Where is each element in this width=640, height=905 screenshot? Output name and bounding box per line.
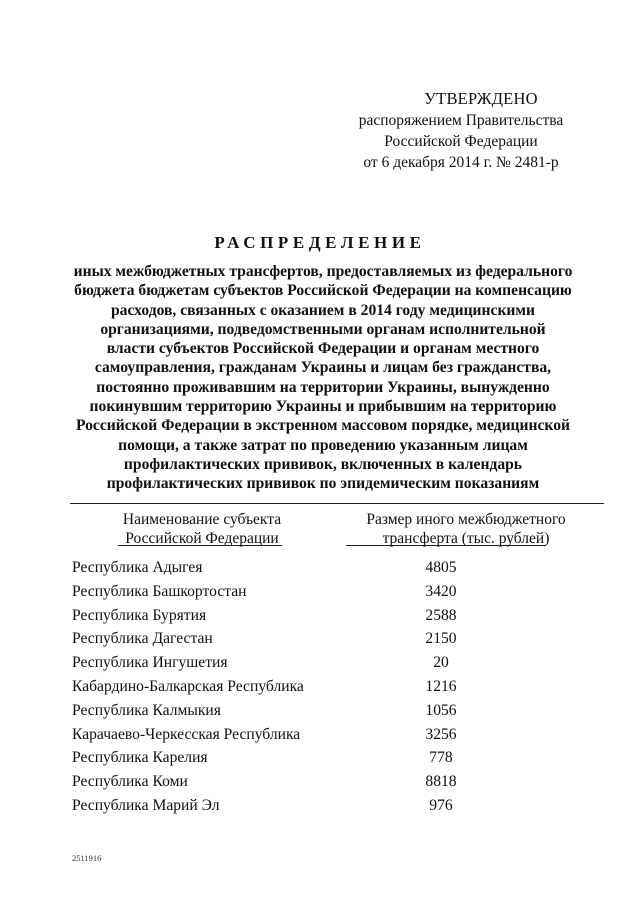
header-underline	[118, 545, 282, 546]
region-name: Республика Коми	[72, 773, 188, 791]
column-header-region	[82, 510, 322, 548]
subtitle-line: расходов, связанных с оказанием в 2014 году медицинскими	[110, 301, 536, 319]
transfer-amount: 778	[429, 749, 453, 767]
region-name: Кабардино-Балкарская Республика	[72, 677, 304, 695]
table-row	[72, 702, 604, 726]
subtitle-line: самоуправления, гражданам Украины и лицам без гражданства,	[94, 359, 552, 377]
column-header-line: Наименование субъекта	[122, 511, 282, 528]
table-row	[72, 630, 604, 654]
subtitle-line: власти субъектов Российской Федерации и органам местного	[106, 340, 540, 358]
table-row	[72, 559, 604, 583]
region-name: Республика Ингушетия	[72, 654, 228, 672]
transfer-amount: 3256	[425, 725, 457, 743]
approval-block	[330, 88, 592, 173]
allocation-table-body	[72, 559, 604, 821]
transfer-amount: 2150	[425, 630, 457, 648]
subtitle-line: профилактических прививок по эпидемическим показаниям	[106, 475, 540, 493]
subtitle-line: постоянно проживавшим на территории Украины, вынужденно	[96, 378, 550, 396]
approval-line: распоряжением Правительства	[358, 112, 564, 129]
subtitle-line: покинувшим территорию Украины и прибывшим на территорию	[89, 398, 557, 416]
transfer-amount: 1216	[425, 677, 457, 695]
subtitle-line: организациями, подведомственными органам исполнительной	[100, 320, 546, 338]
region-name: Республика Калмыкия	[72, 701, 221, 719]
region-name: Карачаево-Черкесская Республика	[72, 725, 301, 743]
region-name: Республика Карелия	[72, 749, 208, 767]
table-row	[72, 773, 604, 797]
region-name: Республика Башкортостан	[72, 582, 247, 600]
transfer-amount: 1056	[425, 701, 457, 719]
approval-stamp: УТВЕРЖДЕНО	[424, 89, 538, 108]
column-header-amount	[328, 510, 604, 548]
approval-line: от 6 декабря 2014 г. № 2481-р	[363, 154, 559, 171]
subtitle-line: профилактических прививок, включенных в календарь	[123, 455, 523, 473]
transfer-amount: 4805	[425, 559, 457, 576]
transfer-amount: 20	[433, 654, 449, 672]
subtitle-line: Российской Федерации в экстренном массовом порядке, медицинской	[75, 417, 570, 435]
transfer-amount: 2588	[425, 606, 457, 624]
document-subtitle	[62, 262, 584, 494]
column-header-line: трансферта (тыс. рублей)	[382, 530, 550, 547]
table-row	[72, 797, 604, 821]
approval-line: Российской Федерации	[384, 133, 538, 150]
subtitle-line: иных межбюджетных трансфертов, предоставляемых из федерального	[73, 263, 573, 280]
region-name: Республика Адыгея	[72, 559, 203, 576]
subtitle-line: помощи, а также затрат по проведению указанным лицам	[118, 436, 528, 454]
column-header-line: Размер иного межбюджетного	[366, 511, 566, 528]
table-row	[72, 654, 604, 678]
table-row	[72, 726, 604, 750]
region-name: Республика Бурятия	[72, 606, 207, 624]
table-top-rule	[70, 503, 604, 504]
table-row	[72, 607, 604, 631]
document-code: 2511916	[72, 853, 102, 863]
table-row	[72, 678, 604, 702]
region-name: Республика Марий Эл	[72, 796, 220, 814]
subtitle-line: бюджета бюджетам субъектов Российской Федерации на компенсацию	[74, 282, 572, 300]
transfer-amount: 3420	[425, 582, 457, 600]
document-title: РАСПРЕДЕЛЕНИЕ	[214, 233, 426, 252]
transfer-amount: 8818	[425, 773, 457, 791]
region-name: Республика Дагестан	[72, 630, 213, 648]
table-row	[72, 749, 604, 773]
header-underline	[346, 545, 546, 546]
transfer-amount: 976	[429, 796, 453, 814]
column-header-line: Российской Федерации	[125, 530, 279, 547]
table-row	[72, 583, 604, 607]
